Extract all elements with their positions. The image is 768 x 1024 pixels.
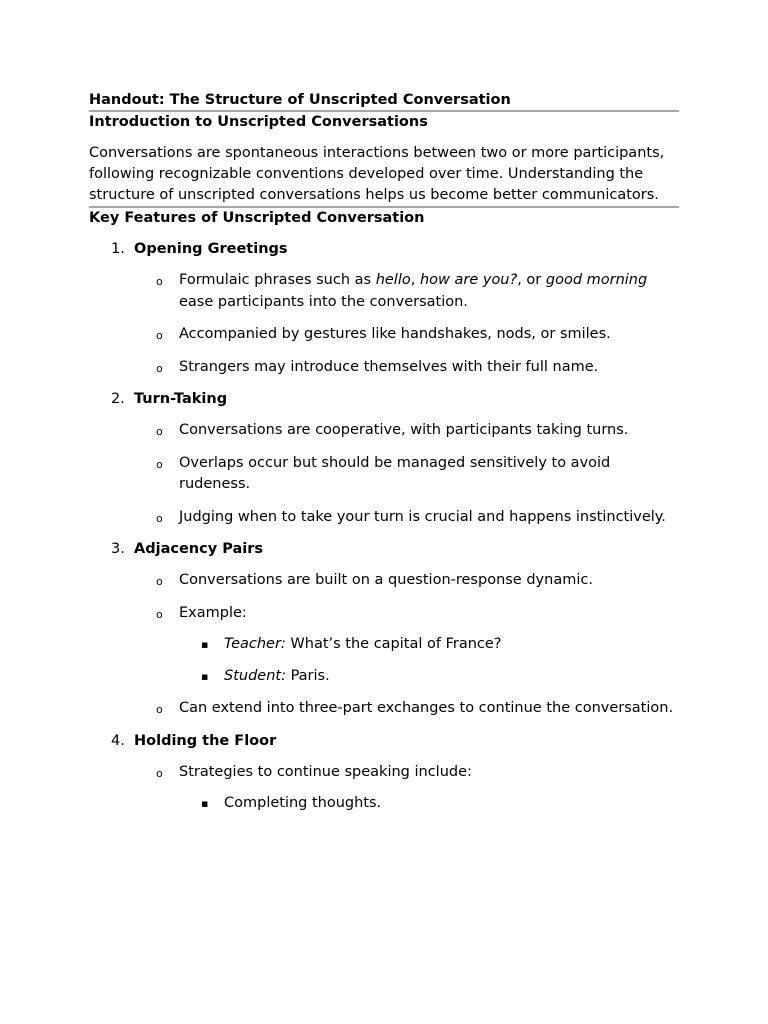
circle-bullet-icon: o (156, 607, 163, 621)
document-content (89, 90, 679, 815)
square-bullet-icon: ▪ (201, 638, 209, 651)
list-item: o Judging when to take your turn is crucial and happens instinctively. (89, 507, 679, 529)
feature-points (89, 270, 679, 378)
list-item: o Formulaic phrases such as hello, how are you?, or good morning ease participants into the conversation. (156, 272, 648, 310)
circle-bullet-icon: o (156, 511, 163, 525)
feature-number: 3. (111, 541, 125, 557)
feature-points (89, 762, 679, 815)
strategy-list (89, 793, 679, 815)
list-item: o Can extend into three-part exchanges to continue the conversation. (89, 698, 679, 720)
feature-points (89, 570, 679, 720)
example-dialogue (89, 634, 679, 687)
features-heading: Key Features of Unscripted Conversation (89, 210, 425, 226)
feature-number: 1. (111, 241, 125, 257)
circle-bullet-icon: o (156, 575, 163, 588)
list-item: o Conversations are cooperative, with participants taking turns. (89, 420, 679, 442)
feature-item-turn-taking (89, 389, 679, 528)
feature-heading: Opening Greetings (134, 241, 288, 257)
circle-bullet-icon: o (156, 361, 163, 375)
list-item: o Conversations are built on a question-response dynamic. (89, 570, 679, 592)
speaker-label: Teacher: (224, 636, 286, 652)
circle-bullet-icon: o (156, 457, 163, 471)
feature-item-adjacency-pairs (89, 539, 679, 720)
square-bullet-icon: ▪ (201, 669, 209, 683)
document-title: Handout: The Structure of Unscripted Conversation (89, 92, 511, 108)
circle-bullet-icon: o (156, 766, 163, 780)
feature-item-holding-the-floor (89, 731, 679, 815)
dialogue-line-student: ▪ Student: Paris. (89, 666, 679, 688)
intro-heading: Introduction to Unscripted Conversations (89, 114, 428, 130)
list-item: o Accompanied by gestures like handshakes, nods, or smiles. (89, 324, 679, 346)
feature-heading: Turn-Taking (134, 391, 228, 407)
list-item: o Example: ▪ Teacher: What’s the capital of France? ▪ Student: Paris. (89, 603, 679, 688)
circle-bullet-icon: o (156, 275, 163, 288)
circle-bullet-icon: o (156, 425, 163, 438)
feature-heading: Holding the Floor (134, 732, 277, 749)
feature-heading: Adjacency Pairs (134, 541, 263, 557)
list-item: o Strategies to continue speaking include: ▪ Completing thoughts. (89, 762, 679, 815)
list-item: o Overlaps occur but should be managed sensitively to avoid rudeness. (156, 454, 611, 492)
feature-item-opening-greetings (89, 239, 679, 378)
circle-bullet-icon: o (156, 329, 163, 342)
intro-paragraph: Conversations are spontaneous interactions between two or more participants, following recognizable conventions developed over time. Understanding the structure of unscripted conversations helps us become better communicators. (89, 145, 665, 203)
features-list (89, 239, 679, 815)
speaker-label: Student: (224, 667, 286, 684)
feature-number: 2. (111, 391, 125, 407)
feature-number: 4. (111, 732, 125, 749)
list-item: ▪ Completing thoughts. (89, 793, 679, 815)
dialogue-line-teacher: ▪ Teacher: What’s the capital of France? (89, 634, 679, 656)
circle-bullet-icon: o (156, 703, 163, 716)
square-bullet-icon: ▪ (201, 797, 209, 810)
list-item: o Strangers may introduce themselves with their full name. (89, 357, 679, 379)
feature-points (89, 420, 679, 528)
